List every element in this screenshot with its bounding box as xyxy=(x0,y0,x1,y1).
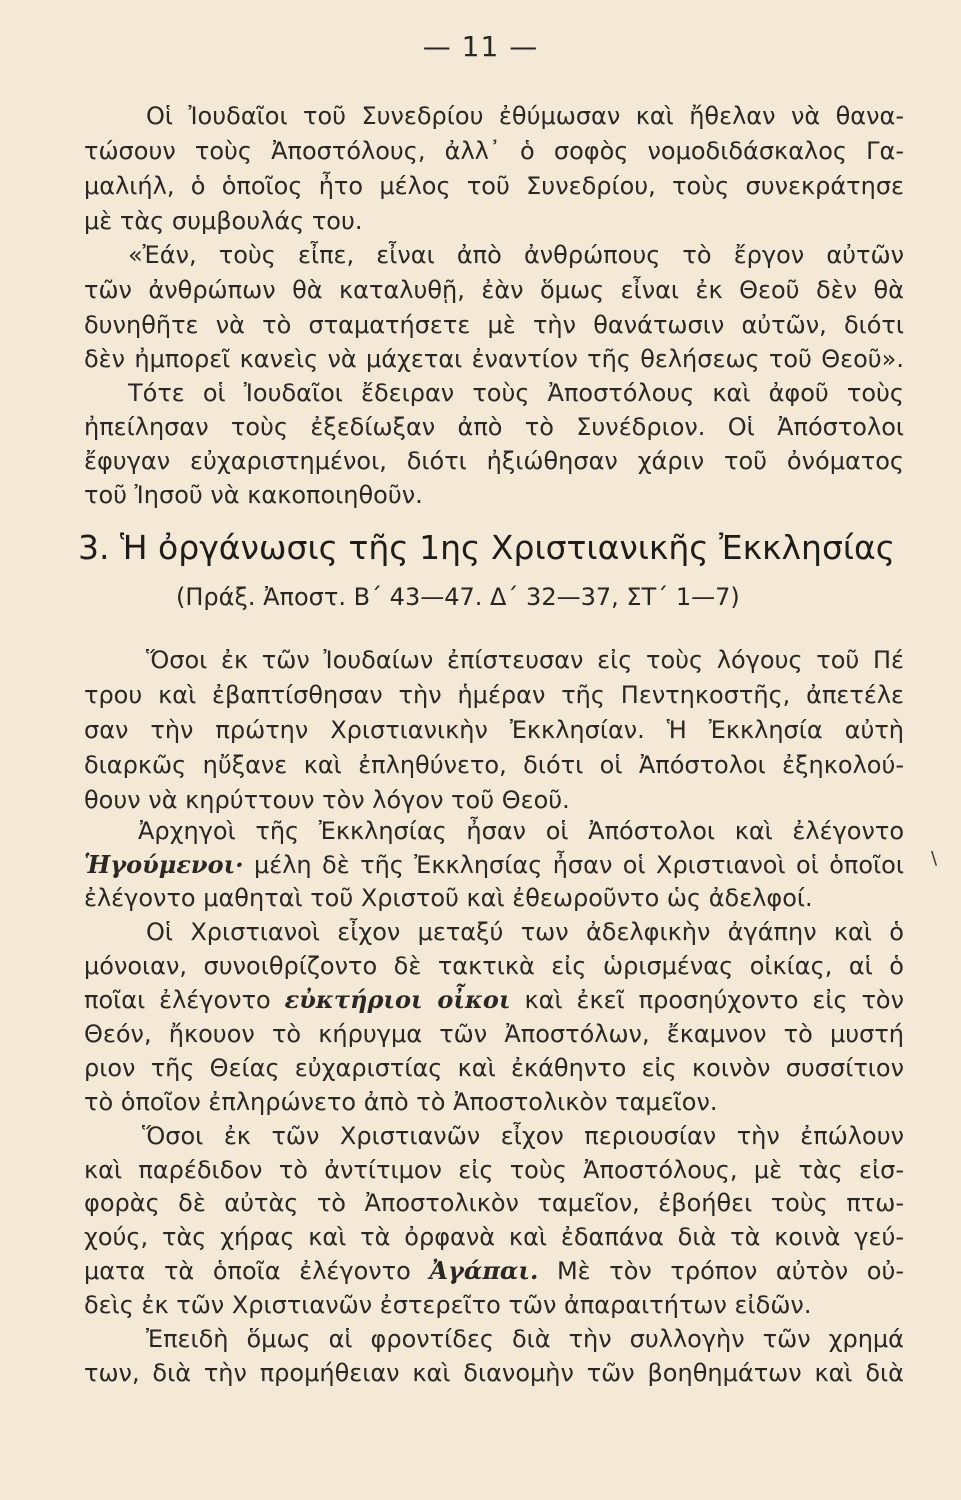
text-line: δεὶς ἐκ τῶν Χριστιανῶν ἐστερεῖτο τῶν ἀπαραιτήτων εἰδῶν. xyxy=(84,1291,812,1319)
text-line: Ἀρχηγοὶ τῆς Ἐκκλησίας ἦσαν οἱ Ἀπόστολοι καὶ ἐλέγοντο xyxy=(138,817,904,845)
scripture-reference: (Πράξ. Ἀποστ. Β΄ 43—47. Δ΄ 32—37, ΣΤ΄ 1—7) xyxy=(176,583,740,611)
text-line: ἐλέγοντο μαθηταὶ τοῦ Χριστοῦ καὶ ἐθεωροῦντο ὡς ἀδελφοί. xyxy=(84,884,813,912)
text-line: ριον τῆς Θείας εὐχαριστίας καὶ ἐκάθηντο εἰς κοινὸν συσσίτιον xyxy=(84,1054,904,1082)
text-line: τοῦ Ἰησοῦ νὰ κακοποιηθοῦν. xyxy=(84,481,423,509)
text-line: ἔφυγαν εὐχαριστημένοι, διότι ἠξιώθησαν χάριν τοῦ ὀνόματος xyxy=(84,447,904,475)
section-heading xyxy=(78,528,898,568)
text-line: δυνηθῆτε νὰ τὸ σταματήσετε μὲ τὴν θανάτωσιν αὐτῶν, διότι xyxy=(84,311,904,339)
text-line: τρου καὶ ἐβαπτίσθησαν τὴν ἡμέραν τῆς Πεντηκοστῆς, ἀπετέλε xyxy=(84,681,904,709)
text-line: μὲ τὰς συμβουλάς του. xyxy=(84,207,363,235)
text-line: Θεόν, ἤκουον τὸ κήρυγμα τῶν Ἀποστόλων, ἔκαμνον τὸ μυστή xyxy=(84,1020,904,1048)
italic-term: εὐκτήριοι οἶκοι xyxy=(284,985,511,1014)
text-line: τὸ ὁποῖον ἐπληρώνετο ἀπὸ τὸ Ἀποστολικὸν ταμεῖον. xyxy=(84,1088,718,1116)
text-line: τώσουν τοὺς Ἀποστόλους, ἀλλ᾽ ὁ σοφὸς νομοδιδάσκαλος Γα- xyxy=(84,137,904,165)
text-line: Ὅσοι ἐκ τῶν Ἰουδαίων ἐπίστευσαν εἰς τοὺς λόγους τοῦ Πέ xyxy=(146,646,904,674)
text-line: σαν τὴν πρώτην Χριστιανικὴν Ἐκκλησίαν. Ἡ Ἐκκλησία αὐτὴ xyxy=(84,716,904,744)
text-line: ποῖαι ἐλέγοντο εὐκτήριοι οἶκοι καὶ ἐκεῖ προσηύχοντο εἰς τὸν xyxy=(84,985,905,1014)
page-number: — 11 — xyxy=(422,30,539,63)
text-line: «Ἐάν, τοὺς εἶπε, εἶναι ἀπὸ ἀνθρώπους τὸ ἔργον αὐτῶν xyxy=(128,241,904,269)
text-line: τῶν ἀνθρώπων θὰ καταλυθῇ, ἐὰν ὅμως εἶναι ἐκ Θεοῦ δὲν θὰ xyxy=(84,276,904,304)
text-line: μαλιήλ, ὁ ὁποῖος ἦτο μέλος τοῦ Συνεδρίου, τοὺς συνεκράτησε xyxy=(84,172,904,200)
text-line: ἠπείλησαν τοὺς ἐξεδίωξαν ἀπὸ τὸ Συνέδριον. Οἱ Ἀπόστολοι xyxy=(84,413,904,441)
text-line: θουν νὰ κηρύττουν τὸν λόγον τοῦ Θεοῦ. xyxy=(84,786,570,814)
text-line: Ὅσοι ἐκ τῶν Χριστιανῶν εἶχον περιουσίαν τὴν ἐπώλουν xyxy=(142,1122,904,1150)
margin-mark: \ xyxy=(931,848,938,869)
text-line: ματα τὰ ὁποῖα ἐλέγοντο Ἀγάπαι. Μὲ τὸν τρόπον αὐτὸν οὐ- xyxy=(84,1256,904,1285)
text-line: μόνοιαν, συνοιθρίζοντο δὲ τακτικὰ εἰς ὡρισμένας οἰκίας, αἱ ὁ xyxy=(84,952,904,980)
text-line: χούς, τὰς χήρας καὶ τὰ ὀρφανὰ καὶ ἐδαπάνα διὰ τὰ κοινὰ γεύ- xyxy=(84,1223,904,1251)
text-line: Οἱ Χριστιανοὶ εἶχον μεταξύ των ἀδελφικὴν ἀγάπην καὶ ὁ xyxy=(146,918,904,946)
text-line: Ἐπειδὴ ὅμως αἱ φροντίδες διὰ τὴν συλλογὴν τῶν χρημά xyxy=(146,1325,904,1353)
text-line: φορὰς δὲ αὐτὰς τὸ Ἀποστολικὸν ταμεῖον, ἐβοήθει τοὺς πτω- xyxy=(84,1189,904,1217)
section-title: Ἡ ὀργάνωσις τῆς 1ης Χριστιανικῆς Ἐκκλησίας xyxy=(120,528,896,567)
text-line: δὲν ἠμπορεῖ κανεὶς νὰ μάχεται ἐναντίον τῆς θελήσεως τοῦ Θεοῦ». xyxy=(84,345,904,373)
text-line: καὶ παρέδιδον τὸ ἀντίτιμον εἰς τοὺς Ἀποστόλους, μὲ τὰς εἰσ- xyxy=(84,1156,904,1184)
text-line: Οἱ Ἰουδαῖοι τοῦ Συνεδρίου ἐθύμωσαν καὶ ἤθελαν νὰ θανα- xyxy=(146,102,904,130)
text-line: Ἡγούμενοι· μέλη δὲ τῆς Ἐκκλησίας ἦσαν οἱ Χριστιανοὶ οἱ ὁποῖοι xyxy=(84,850,904,879)
italic-term: Ἀγάπαι. xyxy=(429,1256,539,1285)
italic-term: Ἡγούμενοι· xyxy=(84,850,244,879)
section-number: 3. xyxy=(78,528,110,567)
text-line: διαρκῶς ηὔξανε καὶ ἐπληθύνετο, διότι οἱ Ἀπόστολοι ἐξηκολού- xyxy=(84,751,904,779)
text-line: Τότε οἱ Ἰουδαῖοι ἔδειραν τοὺς Ἀποστόλους καὶ ἀφοῦ τοὺς xyxy=(128,379,904,407)
text-line: των, διὰ τὴν προμήθειαν καὶ διανομὴν τῶν βοηθημάτων καὶ διὰ xyxy=(84,1359,904,1387)
